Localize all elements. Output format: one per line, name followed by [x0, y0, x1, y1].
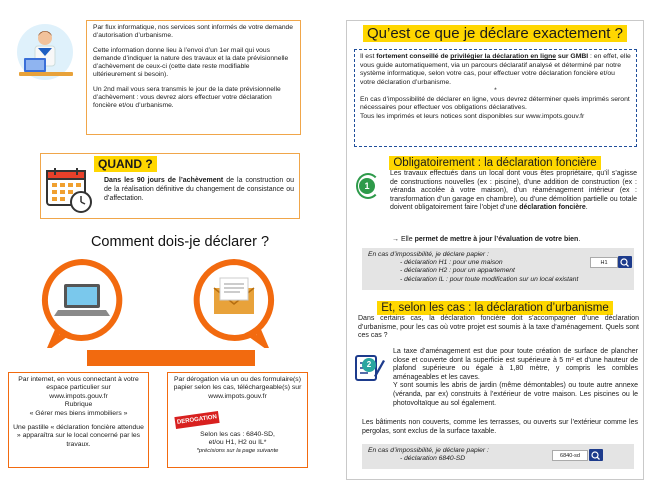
intro-paragraph-2: En cas d’impossibilité de déclarer en ligne, vous devrez déterminer quels imprimés seront nécessaires pour effectuer vos obligations déclaratives. [360, 95, 630, 111]
section1-text-bold: déclaration foncière [519, 204, 586, 212]
section1-title-wrap [346, 153, 644, 171]
derogation-stamp: DEROGATION [174, 411, 219, 429]
internet-line-5: Une pastille « déclaration foncière attendue » apparaîtra sur le local concerné par les travaux. [13, 424, 144, 448]
section1-text-main: Les travaux effectués dans un local dont vous êtes propriétaire, qu’il s’agisse de constructions nouvelles (ex : piscine), d’une addition de construction (ex : véranda accolée à votre maison), d’un réaménagement intérieur (ex : transformation d’un garage en chambre), ou d’une démolition partielle ou totale doivent obligatoirement faire l’objet d’une [390, 170, 637, 212]
info-box [86, 20, 301, 135]
quand-title: QUAND ? [94, 156, 157, 172]
section2-p2: Y sont soumis les abris de jardin (même démontables) ou toute autre annexe (véranda, par ex) construits à l’extérieur de votre maison. Les piscines ou le photovoltaïque au sol également. [393, 382, 638, 407]
quand-rest: de la construction ou de la réalisation définitive du changement de consistance ou d’affectation. [104, 177, 294, 202]
info-paragraph-1: Par flux informatique, nos services sont informés de votre demande d’autorisation d’urbanisme. [93, 24, 293, 40]
internet-line-3: Rubrique [64, 401, 93, 409]
h1-search-field[interactable]: H1 [590, 257, 618, 268]
quand-bold: Dans les 90 jours de l’achèvement [104, 177, 224, 184]
intro-bold-2: sur GMBI [556, 53, 589, 60]
sec1-grey-l3: - déclaration H2 : pour un appartement [400, 267, 515, 275]
section1-number: 1 [359, 178, 375, 194]
quand-text [104, 176, 294, 203]
section2-number: 2 [362, 358, 376, 372]
section1-ring-icon [356, 173, 380, 199]
sec2-grey-l1: En cas d’impossibilité, je déclare papier : [368, 447, 489, 454]
search-icon[interactable] [618, 256, 632, 268]
sec1-grey-l4: - déclaration IL : pour toute modification sur un local existant [400, 275, 579, 283]
intro-underline: privilégier la déclaration en ligne [450, 53, 557, 60]
intro-rest: : en effet, elle vous guide automatiquement, via un parcours déclaratif analysé et déterminé par notre système informatique, selon votre cas, pour effectuer votre déclaration foncière et/ou votre déclaration d’urbanisme. [360, 53, 631, 86]
section2-intro: Dans certains cas, la déclaration foncière doit s’accompagner d’une déclaration d’urbanisme, pour les cas où votre projet est soumis à la taxe d’aménagement. Quels sont ces cas ? [358, 315, 639, 340]
info-paragraph-2: Cette information donne lieu à l’envoi d’un 1er mail qui vous demande d’indiquer la nature des travaux et la date prévisionnelle d’achèvement de ceux-ci (cette date reste modifiable ultérieurement si besoin). [93, 46, 289, 79]
section1-text: Les travaux effectués dans un local dont vous êtes propriétaire, qu’il s’agisse de constructions nouvelles (ex : piscine), d’une addition de construction (ex : véranda accolée à votre maison), d’un réaménagement intérieur (ex : transformation d’un garage en chambre), ou d’une démolition partielle ou totale doivent obligatoirement faire l’objet d’une déclaration foncière. [390, 170, 637, 212]
derog-line-4: et/ou H1, H2 ou IL* [208, 439, 267, 447]
section2-p1: La taxe d’aménagement est due pour toute création de surface de plancher close et couverte dont la superficie est supérieure à 5 m² et d’une hauteur de plafond supérieure ou égale à 1,80 mètre, y compris les combles aménageables et les caves. [393, 348, 638, 381]
section2-p3: Les bâtiments non couverts, comme les terrasses, ou ouverts sur l’extérieur comme les pergolas, sont exclus de la surface taxable. [362, 419, 638, 435]
internet-line-4: « Gérer mes biens immobiliers » [29, 409, 128, 417]
sec1-grey-l1: En cas d’impossibilité, je déclare papier : [368, 251, 489, 258]
intro-paragraph-3: Tous les imprimés et leurs notices sont disponibles sur www.impots.gouv.fr [360, 112, 585, 120]
impots-link[interactable]: www.impots.gouv.fr [49, 392, 108, 400]
comment-title: Comment dois-je déclarer ? [90, 234, 270, 250]
intro-prefix: Il est [360, 53, 377, 60]
derog-line-3: Selon les cas : 6840-SD, [200, 431, 275, 438]
impots-link-derog[interactable]: www.impots.gouv.fr [208, 392, 267, 400]
envelope-icon [190, 258, 278, 348]
section1-arrow-text: → Elle [392, 236, 415, 243]
section1-arrow-line: → Elle permet de mettre à jour l’évaluation de votre bien. [392, 236, 581, 243]
sec2-grey-l2: - déclaration 6840-SD [400, 455, 466, 463]
derog-line-5: *précisions sur la page suivante [196, 447, 279, 454]
derog-line-1: Par dérogation via un ou des formulaire(s) papier selon les cas, téléchargeable(s) sur [173, 376, 302, 392]
section2-title: Et, selon les cas : la déclaration d’urbanisme [377, 301, 613, 315]
intro-bold-1: fortement conseillé de [376, 53, 451, 60]
section1-arrow-bold: permet de mettre à jour l’évaluation de votre bien [414, 236, 579, 243]
section1-title: Obligatoirement : la déclaration foncière [389, 156, 600, 170]
section2-title-wrap [346, 298, 644, 316]
orange-divider [87, 350, 255, 366]
derog-forms [167, 431, 308, 455]
intro-star: * [494, 87, 497, 94]
calendar-clock-icon [44, 165, 94, 215]
6840-search-field[interactable]: 6840-sd [552, 450, 588, 461]
section2-text [393, 348, 638, 408]
section1-paper-box [362, 248, 634, 290]
right-title [346, 25, 644, 42]
laptop-icon [38, 258, 126, 348]
person-laptop-illustration [15, 22, 77, 82]
search-icon[interactable] [589, 449, 603, 461]
intro-dashed-box [354, 49, 637, 147]
internet-method-box [8, 372, 149, 468]
sec1-grey-l2: - déclaration H1 : pour une maison [400, 259, 503, 267]
intro-paragraph [360, 53, 631, 87]
info-paragraph-3: Un 2nd mail vous sera transmis le jour de la date prévisionnelle d’achèvement : vous devrez alors effectuer votre déclaration foncière et/ou d’urbanisme. [93, 85, 281, 110]
internet-line-1: Par internet, en vous connectant à votre espace particulier sur [18, 376, 139, 392]
right-title-text: Qu’est ce que je déclare exactement ? [363, 25, 627, 42]
